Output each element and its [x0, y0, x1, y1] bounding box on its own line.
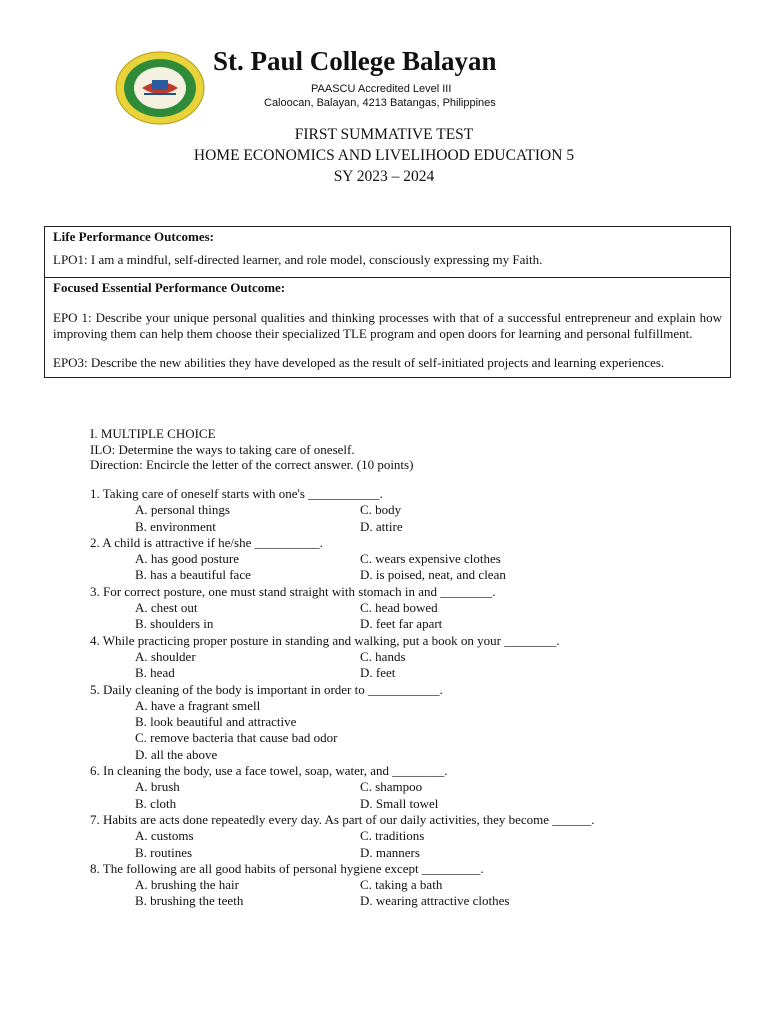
choice-c[interactable]: C. traditions: [360, 828, 425, 844]
choice-b[interactable]: B. brushing the teeth: [135, 893, 244, 909]
question-stem: 2. A child is attractive if he/she __________.: [90, 534, 323, 550]
choice-d[interactable]: D. attire: [360, 518, 403, 534]
choice-d[interactable]: D. wearing attractive clothes: [360, 893, 510, 909]
test-title: FIRST SUMMATIVE TEST: [294, 126, 474, 143]
choice-c[interactable]: C. head bowed: [360, 600, 438, 616]
epo-label: Focused Essential Performance Outcome:: [53, 280, 286, 295]
lpo-label: Life Performance Outcomes:: [53, 229, 214, 244]
question-item: [90, 535, 730, 584]
question-item: [90, 633, 730, 682]
accreditation: PAASCU Accredited Level III: [311, 83, 452, 95]
question-item: [90, 486, 730, 535]
outcomes-box: [44, 226, 731, 378]
choice-a[interactable]: A. have a fragrant smell: [135, 697, 261, 713]
section-title: I. MULTIPLE CHOICE: [90, 426, 216, 441]
school-logo: [114, 50, 206, 126]
epo1-text: EPO 1: Describe your unique personal qualities and thinking processes with that of a successful entrepreneur and explain how improving them can help them choose their specialized TLE program and open doors for learning and personal fulfillment.: [53, 310, 722, 341]
question-stem: 8. The following are all good habits of personal hygiene except _________.: [90, 860, 484, 876]
choice-a[interactable]: A. chest out: [135, 600, 198, 616]
question-item: [90, 861, 730, 910]
school-name: St. Paul College Balayan: [213, 46, 497, 76]
choice-d[interactable]: D. all the above: [135, 746, 218, 762]
choice-b[interactable]: B. cloth: [135, 795, 177, 811]
test-titles: [0, 124, 768, 187]
epo-section: [45, 280, 730, 377]
lpo-section: [45, 229, 730, 278]
address: Caloocan, Balayan, 4213 Batangas, Philippines: [264, 97, 496, 109]
question-item: [90, 682, 730, 763]
choice-c[interactable]: C. wears expensive clothes: [360, 551, 501, 567]
choice-a[interactable]: A. personal things: [135, 502, 230, 518]
choice-a[interactable]: A. brush: [135, 779, 180, 795]
choice-c[interactable]: C. body: [360, 502, 402, 518]
ilo-text: ILO: Determine the ways to taking care of oneself.: [90, 441, 355, 457]
direction-text: Direction: Encircle the letter of the correct answer. (10 points): [90, 457, 414, 472]
choice-b[interactable]: B. look beautiful and attractive: [135, 714, 297, 730]
choice-b[interactable]: B. environment: [135, 518, 216, 534]
choice-d[interactable]: D. manners: [360, 844, 420, 860]
question-stem: 5. Daily cleaning of the body is important in order to ___________.: [90, 681, 443, 697]
choice-d[interactable]: D. feet far apart: [360, 616, 443, 632]
section-header: [90, 426, 730, 473]
choice-d[interactable]: D. Small towel: [360, 795, 439, 811]
choice-c[interactable]: C. hands: [360, 648, 406, 664]
choice-c[interactable]: C. shampoo: [360, 779, 423, 795]
school-year: SY 2023 – 2024: [333, 168, 435, 185]
choice-a[interactable]: A. has good posture: [135, 551, 239, 567]
question-stem: 1. Taking care of oneself starts with one's ___________.: [90, 486, 383, 501]
choice-b[interactable]: B. shoulders in: [135, 616, 214, 632]
choice-c[interactable]: C. taking a bath: [360, 877, 443, 893]
choice-b[interactable]: B. head: [135, 665, 175, 681]
choice-a[interactable]: A. shoulder: [135, 648, 196, 664]
choice-d[interactable]: D. is poised, neat, and clean: [360, 567, 506, 583]
epo3-text: EPO3: Describe the new abilities they have developed as the result of self-initiated projects and learning experiences.: [53, 355, 665, 370]
choice-a[interactable]: A. customs: [135, 828, 194, 844]
choice-d[interactable]: D. feet: [360, 665, 396, 681]
lpo1-text: LPO1: I am a mindful, self-directed learner, and role model, consciously expressing my Faith.: [53, 252, 543, 267]
choice-b[interactable]: B. has a beautiful face: [135, 567, 251, 583]
subject-title: HOME ECONOMICS AND LIVELIHOOD EDUCATION 5: [193, 147, 575, 164]
question-stem: 4. While practicing proper posture in standing and walking, put a book on your ________.: [90, 632, 560, 648]
question-stem: 7. Habits are acts done repeatedly every day. As part of our daily activities, they become ______.: [90, 811, 595, 827]
choice-c[interactable]: C. remove bacteria that cause bad odor: [135, 730, 338, 746]
choice-a[interactable]: A. brushing the hair: [135, 877, 239, 893]
question-item: [90, 812, 730, 861]
question-item: [90, 584, 730, 633]
question-stem: 6. In cleaning the body, use a face towel, soap, water, and ________.: [90, 763, 448, 779]
choice-b[interactable]: B. routines: [135, 844, 193, 860]
question-list: [90, 486, 730, 910]
question-item: [90, 763, 730, 812]
question-stem: 3. For correct posture, one must stand straight with stomach in and ________.: [90, 583, 496, 599]
